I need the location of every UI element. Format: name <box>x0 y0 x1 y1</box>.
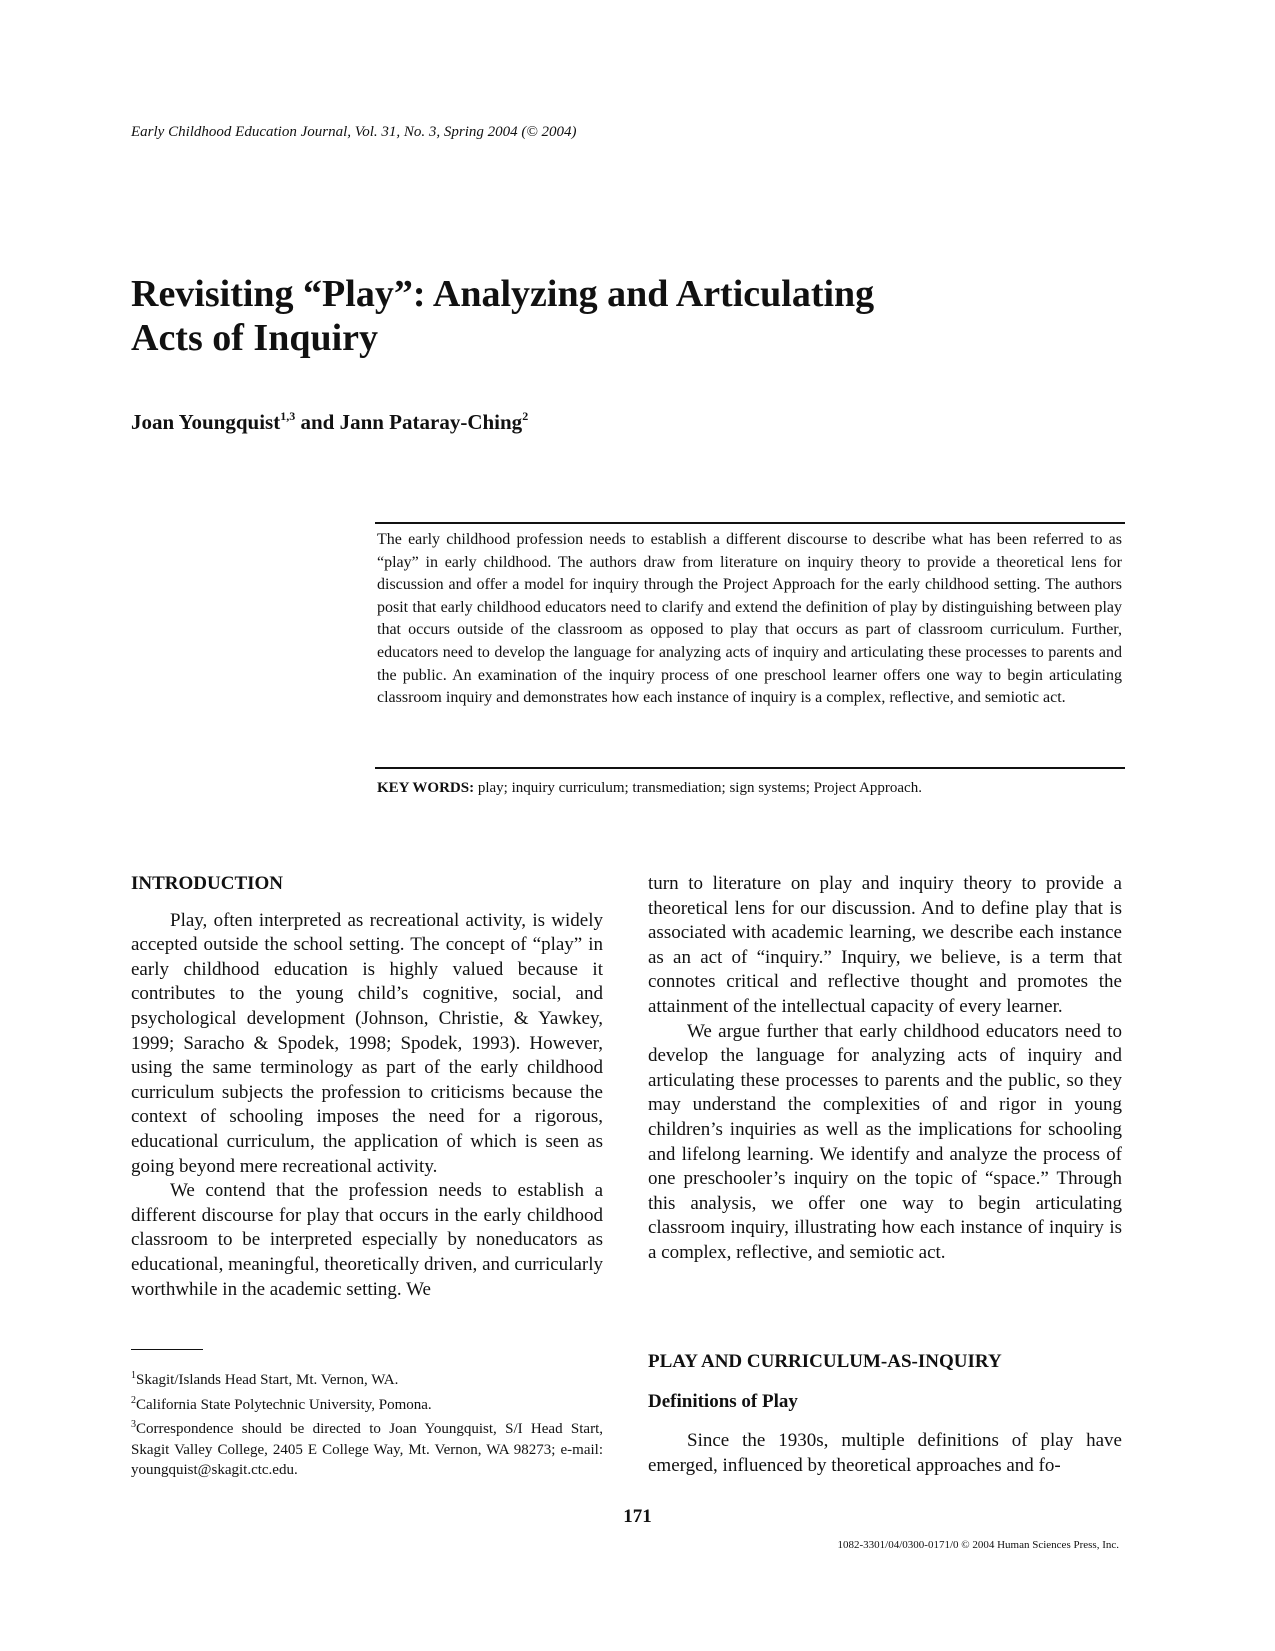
footnote <box>131 1391 603 1416</box>
section-heading: PLAY AND CURRICULUM-AS-INQUIRY <box>648 1351 1002 1372</box>
author-affiliation-marker: 1,3 <box>280 409 296 423</box>
footnote-text: California State Polytechnic University, Pomona. <box>136 1396 432 1413</box>
paragraph: We contend that the profession needs to establish a different discourse for play that occurs in the early childhood classroom to be interpreted especially by noneducators as educational, meaningful, theoretically driven, and curricularly worthwhile in the academic setting. We <box>131 1180 603 1300</box>
keywords <box>377 780 1122 797</box>
journal-citation: Early Childhood Education Journal, Vol. 31, No. 3, Spring 2004 (© 2004) <box>131 124 577 140</box>
footnote-number: 1 <box>131 1370 136 1381</box>
footnote <box>131 1415 603 1481</box>
author-separator: and <box>295 410 340 434</box>
author-line <box>131 410 528 435</box>
abstract: The early childhood profession needs to establish a different discourse to describe what has been referred to as “play” in early childhood. The authors draw from literature on inquiry theory to provide a theoretical lens for discussion and offer a model for inquiry through the Project Approach for the early childhood setting. The authors posit that early childhood educators need to clarify and extend the definition of play by distinguishing between play that occurs outside of the classroom as opposed to play that occurs as part of classroom curriculum. Further, educators need to develop the language for analyzing acts of inquiry and articulating these processes to parents and the public. An examination of the inquiry process of one preschool learner offers one way to begin articulating classroom inquiry and demonstrates how each instance of inquiry is a complex, reflective, and semiotic act. <box>377 531 1122 707</box>
footnote-text: Correspondence should be directed to Joan Youngquist, S/I Head Start, Skagit Valley College, 2405 E College Way, Mt. Vernon, WA 98273; e-mail: youngquist@skagit.ctc.edu. <box>131 1421 603 1479</box>
page-number: 171 <box>623 1506 652 1527</box>
keywords-text: play; inquiry curriculum; transmediation; sign systems; Project Approach. <box>474 780 922 796</box>
abstract-top-rule <box>375 522 1125 524</box>
paragraph: turn to literature on play and inquiry theory to provide a theoretical lens for our discussion. And to define play that is associated with academic learning, we describe each instance as an act of “inquiry.” Inquiry, we believe, is a term that connotes critical and reflective thought and promotes the attainment of the intellectual capacity of every learner. <box>648 873 1122 1017</box>
copyright-line: 1082-3301/04/0300-0171/0 © 2004 Human Sciences Press, Inc. <box>837 1539 1119 1551</box>
right-section <box>648 1351 1122 1478</box>
footnote-text: Skagit/Islands Head Start, Mt. Vernon, WA. <box>136 1372 399 1388</box>
author-name: Jann Pataray-Ching <box>339 410 523 434</box>
right-column <box>648 872 1122 1266</box>
footnotes <box>131 1366 603 1481</box>
footnote <box>131 1366 603 1391</box>
abstract-bottom-rule <box>375 767 1125 769</box>
author-affiliation-marker: 2 <box>522 409 529 423</box>
footnote-number: 3 <box>131 1419 136 1431</box>
article-title: Revisiting “Play”: Analyzing and Articulating Acts of Inquiry <box>131 273 875 359</box>
subsection-heading: Definitions of Play <box>648 1391 798 1412</box>
paragraph: Play, often interpreted as recreational activity, is widely accepted outside the school setting. The concept of “play” in early childhood education is highly valued because it contributes to the young child’s cognitive, social, and psychological development (Johnson, Christie, & Yawkey, 1999; Saracho & Spodek, 1998; Spodek, 1993). However, using the same terminology as part of the early childhood curriculum subjects the profession to criticisms because the context of schooling imposes the need for a rigorous, educational curriculum, the application of which is seen as going beyond mere recreational activity. <box>131 909 603 1177</box>
footnote-number: 2 <box>131 1394 136 1406</box>
section-heading: INTRODUCTION <box>131 873 284 894</box>
footnote-rule <box>131 1349 203 1350</box>
left-column <box>131 872 603 1302</box>
paragraph: We argue further that early childhood educators need to develop the language for analyzing acts of inquiry and articulating these processes to parents and the public, so they may understand the complexities of and rigor in young children’s inquiries as well as the implications for schooling and lifelong learning. We identify and analyze the process of one preschooler’s inquiry on the topic of “space.” Through this analysis, we offer one way to begin articulating classroom inquiry, illustrating how each instance of inquiry is a complex, reflective, and semiotic act. <box>648 1020 1122 1263</box>
paragraph: Since the 1930s, multiple definitions of play have emerged, influenced by theoretical approaches and fo- <box>648 1430 1122 1476</box>
author-name: Joan Youngquist <box>131 410 281 434</box>
keywords-label: KEY WORDS: <box>377 780 475 796</box>
